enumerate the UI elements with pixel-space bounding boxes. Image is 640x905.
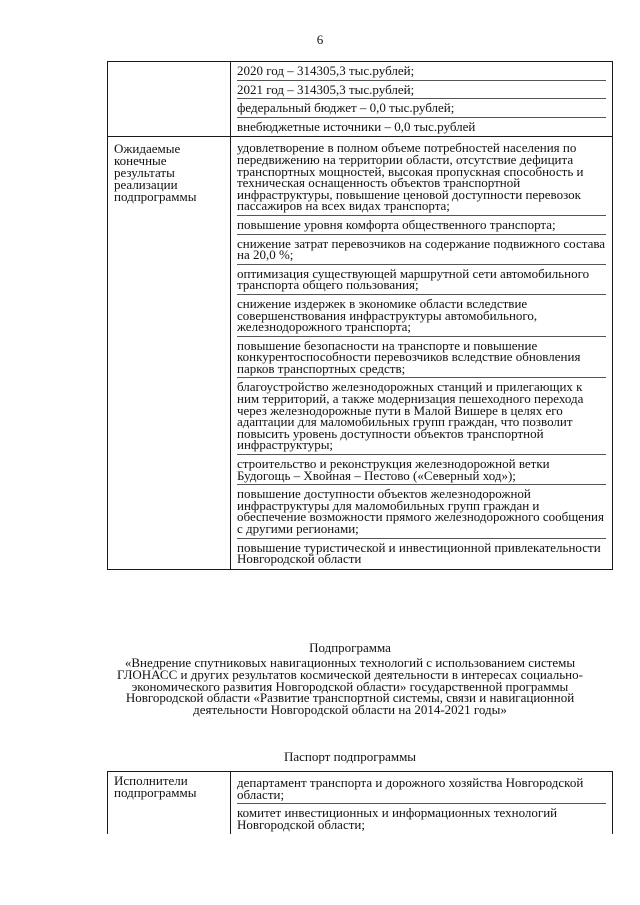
- subprogram-passport-table-continued: [107, 61, 613, 570]
- result-item: оптимизация существующей маршрутной сети автомобильного транспорта общего пользования;: [237, 264, 606, 294]
- result-item: повышение туристической и инвестиционной привлекательности Новгородской области: [237, 538, 606, 568]
- result-item: строительство и реконструкция железнодорожной ветки Будогощь – Хвойная – Пестово («Северный ход»);: [237, 454, 606, 484]
- executors-label: Исполнители подпрограммы: [108, 772, 231, 835]
- table-row: [108, 772, 613, 835]
- executors-cell: [231, 772, 613, 835]
- expected-results-cell: [231, 137, 613, 569]
- result-item: снижение затрат перевозчиков на содержание подвижного состава на 20,0 %;: [237, 235, 606, 263]
- executor-item: департамент транспорта и дорожного хозяйства Новгородской области;: [237, 775, 584, 802]
- executor-item: комитет инвестиционных и информационных технологий Новгородской области;: [237, 803, 606, 833]
- table-row: [108, 137, 613, 569]
- expected-results-label: Ожидаемые конечные результаты реализации подпрограммы: [108, 137, 231, 569]
- financing-federal-budget: федеральный бюджет – 0,0 тыс.рублей;: [237, 98, 606, 117]
- table-row: [108, 62, 613, 137]
- result-item: удовлетворение в полном объеме потребностей населения по передвижению на территории области, отсутствие дефицита транспортных мощностей, высокая пропускная способность и техническая оснащенность объектов транспортной инфраструктуры, повышение ценовой доступности перевозок пассажиров на всех видах транспорта;: [237, 140, 584, 214]
- subprogram-heading: Подпрограмма: [309, 640, 391, 655]
- result-item: благоустройство железнодорожных станций и прилегающих к ним территорий, а также модернизация пешеходного перехода через железнодорожные пути в Малой Вишере в целях его адаптации для маломобильных групп граждан, что позволит повысить уровень доступности объектов транспортной инфраструктуры;: [237, 377, 606, 454]
- passport-table: [107, 771, 613, 834]
- result-item: повышение доступности объектов железнодорожной инфраструктуры для маломобильных групп граждан и обеспечение возможности прямого железнодорожного сообщения с другими регионами;: [237, 484, 606, 537]
- result-item: снижение издержек в экономике области вследствие совершенствования инфраструктуры автомобильного, железнодорожного транспорта;: [237, 294, 606, 336]
- page-number: 6: [316, 32, 324, 47]
- passport-heading: Паспорт подпрограммы: [283, 749, 417, 764]
- result-item: повышение безопасности на транспорте и повышение конкурентоспособности перевозчиков вследствие обновления парков транспортных средств;: [237, 336, 606, 378]
- financing-values-cell: [231, 62, 613, 137]
- financing-2021: 2021 год – 314305,3 тыс.рублей;: [237, 80, 606, 99]
- empty-label-cell: [108, 62, 231, 137]
- result-item: повышение уровня комфорта общественного транспорта;: [237, 215, 606, 234]
- financing-extrabudgetary: внебюджетные источники – 0,0 тыс.рублей: [237, 117, 606, 136]
- subprogram-name: «Внедрение спутниковых навигационных технологий с использованием системы ГЛОНАСС и других результатов космической деятельности в интересах социально-экономического развития Новгородской области» государственной программы Новгородской области «Развитие транспортной системы, связи и навигационной деятельности Новгородской области на 2014-2021 годы»: [117, 655, 583, 718]
- financing-2020: 2020 год – 314305,3 тыс.рублей;: [237, 63, 415, 78]
